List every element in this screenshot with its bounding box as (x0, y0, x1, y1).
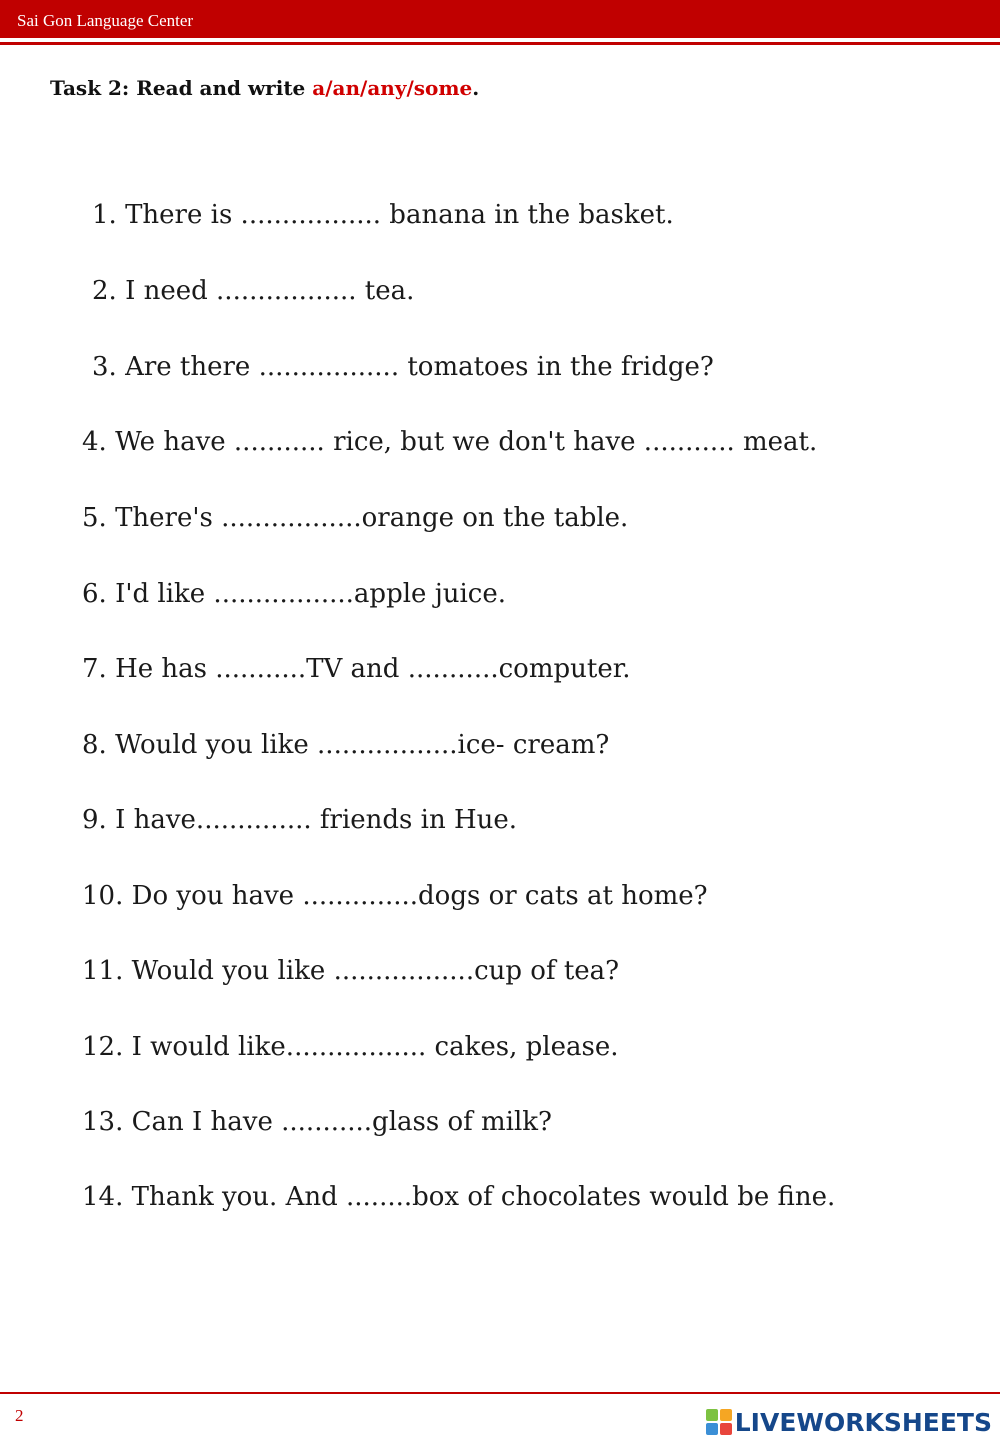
exercise-item: 13. Can I have ...........glass of milk? (82, 1107, 552, 1137)
exercise-item: 3. Are there ................. tomatoes in the fridge? (92, 352, 714, 382)
exercise-item: 9. I have.............. friends in Hue. (82, 805, 518, 835)
exercise-item: 5. There's .................orange on the table. (82, 503, 629, 533)
exercise-item: 2. I need ................. tea. (92, 276, 415, 306)
exercise-item: 8. Would you like .................ice- cream? (82, 730, 610, 760)
liveworksheets-logo-icon (706, 1409, 732, 1435)
brand-name: LIVEWORKSHEETS (734, 1407, 992, 1437)
liveworksheets-brand[interactable] (706, 1405, 992, 1439)
exercise-item: 1. There is ................. banana in the basket. (92, 200, 674, 230)
header-bar (0, 0, 1000, 38)
task-heading-end: . (472, 76, 480, 100)
exercise-item: 7. He has ...........TV and ...........computer. (82, 654, 631, 684)
exercise-item: 4. We have ........... rice, but we don't have ........... meat. (82, 427, 818, 457)
task-heading-highlight: a/an/any/some (312, 76, 473, 100)
exercise-item: 10. Do you have ..............dogs or cats at home? (82, 881, 708, 911)
header-title: Sai Gon Language Center (17, 11, 194, 30)
exercise-item: 14. Thank you. And ........box of chocolates would be fine. (82, 1182, 836, 1212)
exercise-item: 11. Would you like .................cup of tea? (82, 956, 620, 986)
exercise-item: 12. I would like................. cakes, please. (82, 1032, 619, 1062)
exercise-item: 6. I'd like .................apple juice. (82, 579, 507, 609)
header-divider (0, 42, 1000, 45)
task-heading-label: Task 2: Read and write (50, 76, 313, 100)
task-heading (50, 76, 479, 100)
page-number: 2 (15, 1406, 24, 1425)
footer-divider (0, 1392, 1000, 1394)
